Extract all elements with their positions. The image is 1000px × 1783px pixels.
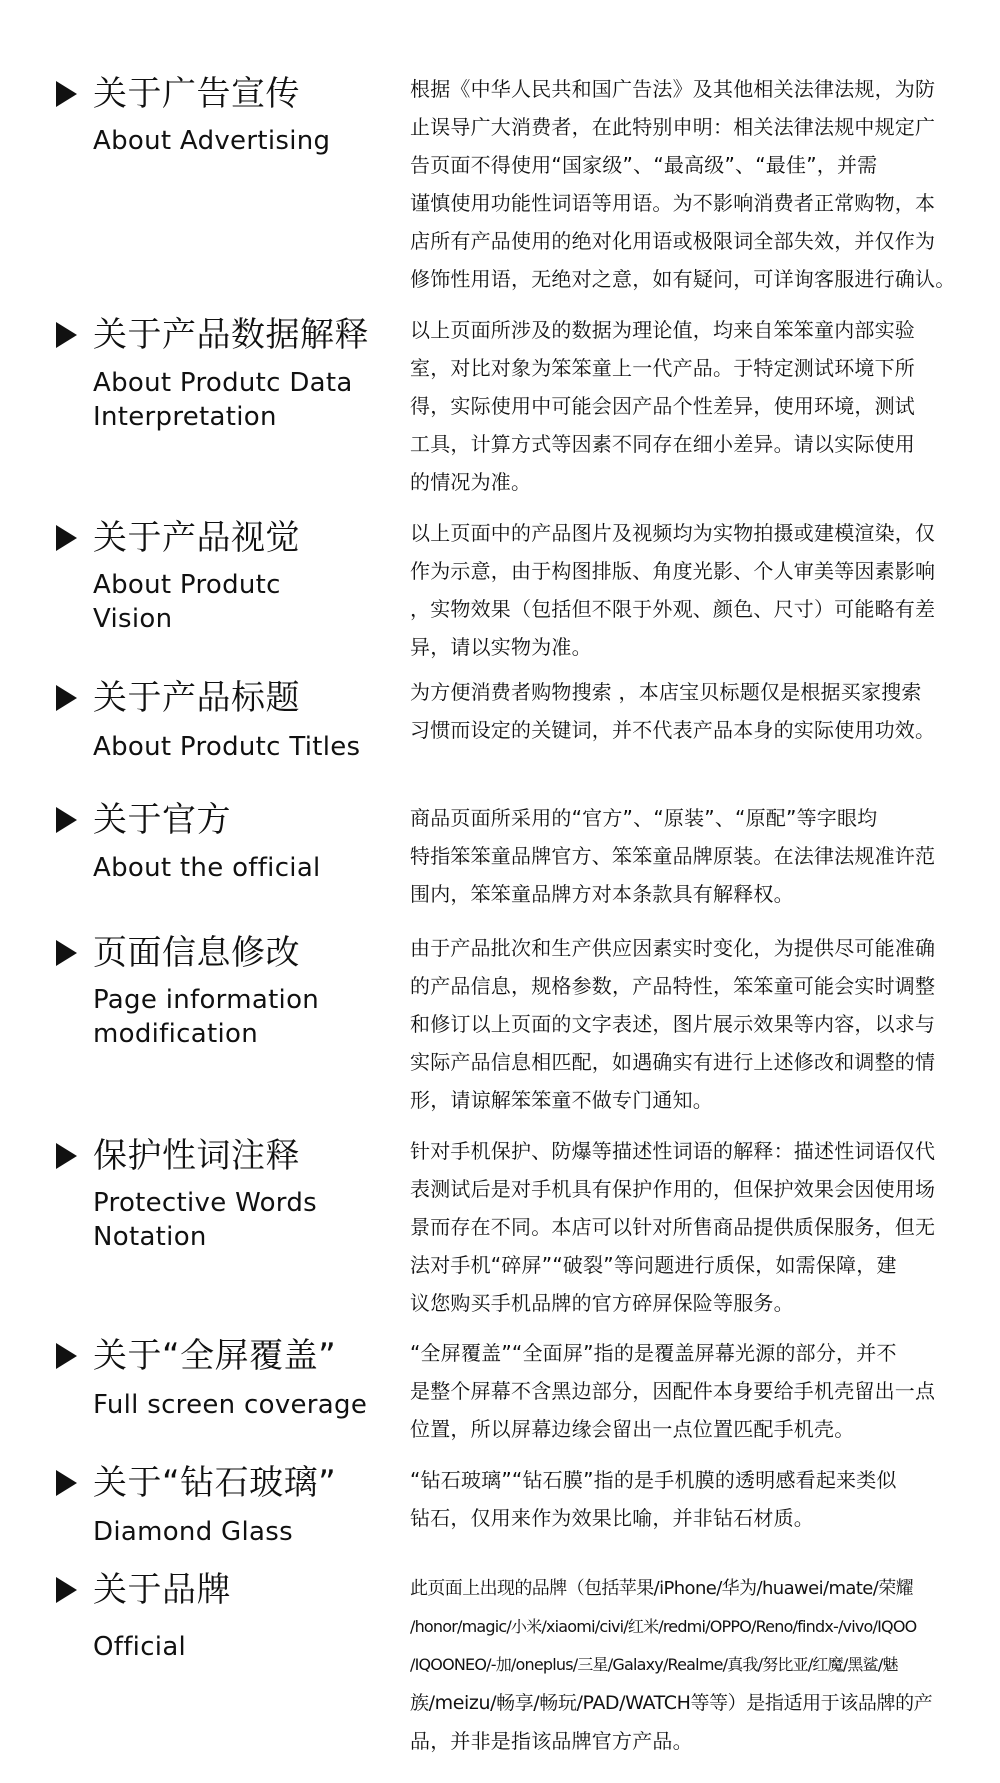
body-line: “全屏覆盖”“全面屏”指的是覆盖屏幕光源的部分，并不: [410, 1341, 897, 1365]
body-line: 作为示意，由于构图排版、角度光影、个人审美等因素影响: [410, 559, 936, 583]
section-title-zh: 关于广告宣传: [93, 74, 300, 114]
body-line: 此页面上出现的品牌（包括苹果/iPhone/华为/huawei/mate/荣耀: [410, 1578, 914, 1599]
body-line: 是整个屏幕不含黑边部分，因配件本身要给手机壳留出一点: [410, 1379, 936, 1403]
triangle-bullet-icon: [56, 1343, 77, 1369]
body-line: /IQOONEO/-加/oneplus/三星/Galaxy/Realme/真我/努比亚/红魔/黑鲨/魅: [410, 1655, 898, 1674]
section-title-en: Protective Words Notation: [93, 1188, 317, 1252]
section-body: [410, 929, 970, 1119]
section-title-zh: 关于产品视觉: [93, 518, 300, 558]
body-line: 告页面不得使用“国家级”、“最高级”、“最佳”，并需: [410, 153, 878, 177]
body-line: ，实物效果（包括但不限于外观、颜色、尺寸）可能略有差: [410, 597, 936, 621]
body-line: 以上页面中的产品图片及视频均为实物拍摄或建模渲染，仅: [410, 521, 936, 545]
section-title-en: About the official: [93, 853, 321, 883]
section-title-zh: 关于官方: [93, 800, 231, 840]
body-line: 位置，所以屏幕边缘会留出一点位置匹配手机壳。: [410, 1417, 855, 1441]
section-title-zh: 保护性词注释: [93, 1136, 300, 1176]
body-line: /honor/magic/小米/xiaomi/civi/红米/redmi/OPPO/Reno/findx-/vivo/IQOO: [410, 1617, 917, 1636]
body-line: 异，请以实物为准。: [410, 635, 592, 659]
triangle-bullet-icon: [56, 685, 77, 711]
body-line: 以上页面所涉及的数据为理论值，均来自笨笨童内部实验: [410, 318, 915, 342]
body-line: 法对手机“碎屏”“破裂”等问题进行质保，如需保障，建: [410, 1253, 897, 1277]
section-title-zh: 关于产品数据解释: [93, 315, 369, 355]
section-body: [410, 1570, 970, 1760]
body-line: 族/meizu/畅享/畅玩/PAD/WATCH等等）是指适用于该品牌的产: [410, 1692, 933, 1714]
body-line: 的产品信息，规格参数，产品特性，笨笨童可能会实时调整: [410, 974, 936, 998]
section-title-zh: 页面信息修改: [93, 933, 300, 973]
section-body: [410, 70, 970, 298]
section-body: [410, 1334, 970, 1448]
section-title-en: About Produtc Data Interpretation: [93, 368, 353, 432]
body-line: 议您购买手机品牌的官方碎屏保险等服务。: [410, 1291, 794, 1315]
triangle-bullet-icon: [56, 322, 77, 348]
body-line: 室，对比对象为笨笨童上一代产品。于特定测试环境下所: [410, 356, 915, 380]
body-line: 习惯而设定的关键词，并不代表产品本身的实际使用功效。: [410, 718, 936, 742]
body-line: 实际产品信息相匹配，如遇确实有进行上述修改和调整的情: [410, 1050, 936, 1074]
body-line: 得，实际使用中可能会因产品个性差异，使用环境，测试: [410, 394, 915, 418]
body-line: 形，请谅解笨笨童不做专门通知。: [410, 1088, 713, 1112]
triangle-bullet-icon: [56, 1143, 77, 1169]
triangle-bullet-icon: [56, 81, 77, 107]
section-title-en: Official: [93, 1632, 187, 1662]
body-line: 谨慎使用功能性词语等用语。为不影响消费者正常购物，本: [410, 191, 936, 215]
body-line: 商品页面所采用的“官方”、“原装”、“原配”等字眼均: [410, 806, 878, 830]
section-body: [410, 1461, 970, 1537]
section-title-zh: 关于“钻石玻璃”: [93, 1463, 337, 1503]
section-title-en: Page information modification: [93, 985, 320, 1049]
body-line: 修饰性用语，无绝对之意，如有疑问，可详询客服进行确认。: [410, 267, 956, 291]
body-line: 为方便消费者购物搜索 ，本店宝贝标题仅是根据买家搜索: [410, 680, 922, 704]
section-body: [410, 514, 970, 666]
body-line: 景而存在不同。本店可以针对所售商品提供质保服务，但无: [410, 1215, 936, 1239]
body-line: 钻石，仅用来作为效果比喻，并非钻石材质。: [410, 1506, 814, 1530]
body-line: 由于产品批次和生产供应因素实时变化，为提供尽可能准确: [410, 936, 936, 960]
body-line: 根据《中华人民共和国广告法》及其他相关法律法规，为防: [410, 77, 936, 101]
body-line: 工具，计算方式等因素不同存在细小差异。请以实际使用: [410, 432, 915, 456]
section-title-en: Full screen coverage: [93, 1390, 368, 1420]
section-title-en: About Produtc Vision: [93, 570, 281, 634]
triangle-bullet-icon: [56, 807, 77, 833]
section-title-zh: 关于产品标题: [93, 678, 300, 718]
body-line: 品，并非是指该品牌官方产品。: [410, 1729, 693, 1753]
body-line: “钻石玻璃”“钻石膜”指的是手机膜的透明感看起来类似: [410, 1468, 897, 1492]
section-title-zh: 关于品牌: [93, 1570, 231, 1610]
body-line: 围内，笨笨童品牌方对本条款具有解释权。: [410, 882, 794, 906]
body-line: 和修订以上页面的文字表述，图片展示效果等内容，以求与: [410, 1012, 936, 1036]
section-body: [410, 1132, 970, 1322]
body-line: 针对手机保护、防爆等描述性词语的解释：描述性词语仅代: [410, 1139, 936, 1163]
body-line: 止误导广大消费者，在此特别申明：相关法律法规中规定广: [410, 115, 936, 139]
section-body: [410, 311, 970, 501]
triangle-bullet-icon: [56, 1577, 77, 1603]
triangle-bullet-icon: [56, 1470, 77, 1496]
body-line: 特指笨笨童品牌官方、笨笨童品牌原装。在法律法规准许范: [410, 844, 936, 868]
triangle-bullet-icon: [56, 525, 77, 551]
section-title-en: Diamond Glass: [93, 1517, 293, 1547]
section-body: [410, 673, 970, 749]
section-title-en: About Produtc Titles: [93, 732, 361, 762]
triangle-bullet-icon: [56, 940, 77, 966]
section-body: [410, 799, 970, 913]
section-title-en: About Advertising: [93, 126, 331, 156]
section-title-zh: 关于“全屏覆盖”: [93, 1336, 337, 1376]
body-line: 表测试后是对手机具有保护作用的，但保护效果会因使用场: [410, 1177, 936, 1201]
body-line: 的情况为准。: [410, 470, 532, 494]
body-line: 店所有产品使用的绝对化用语或极限词全部失效，并仅作为: [410, 229, 936, 253]
